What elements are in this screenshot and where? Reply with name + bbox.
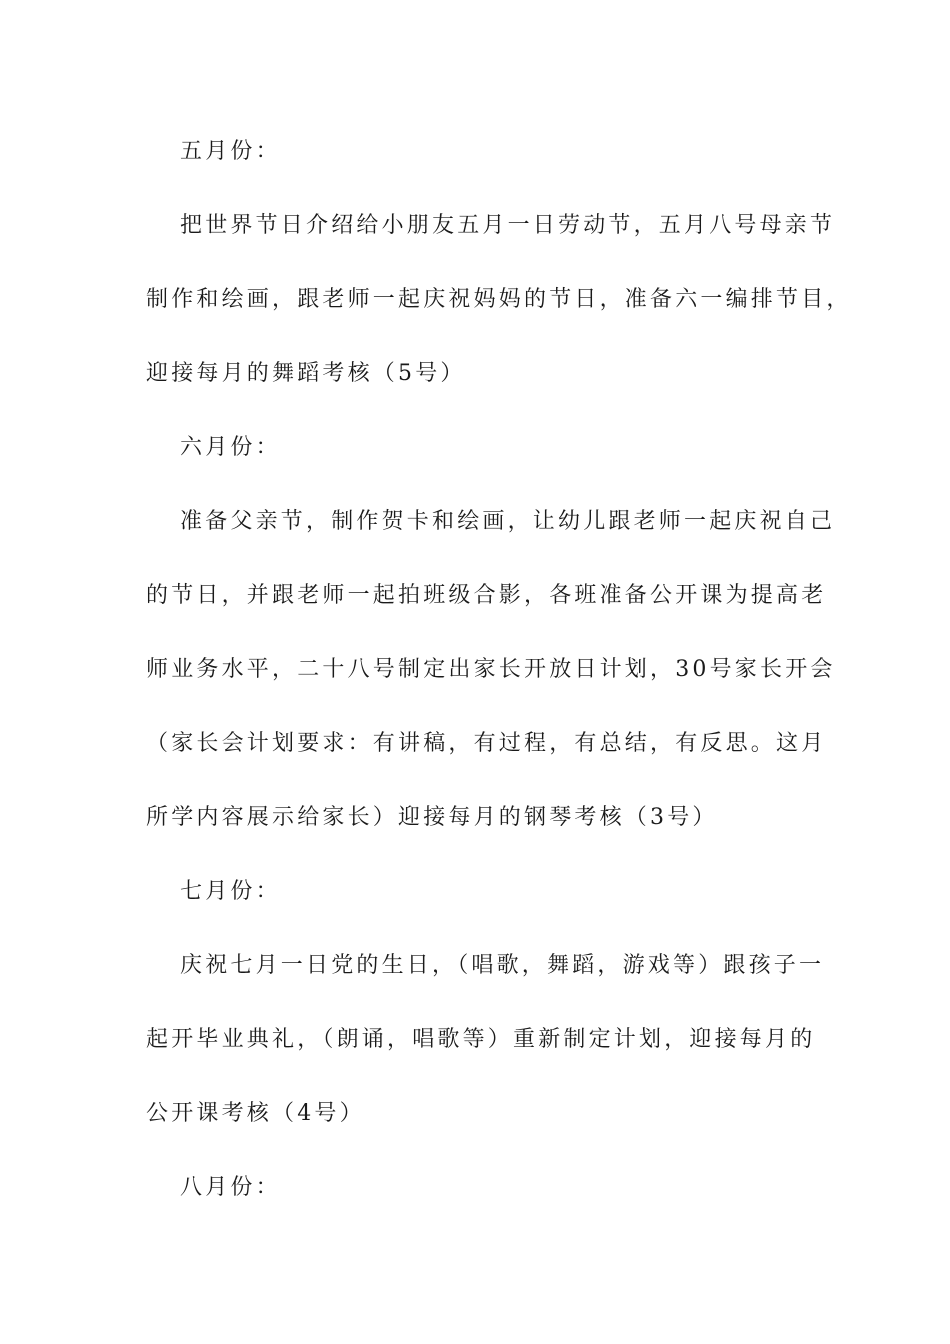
paragraph-line: 起开毕业典礼，（朗诵，唱歌等）重新制定计划，迎接每月的	[146, 1027, 816, 1052]
paragraph-line: 制作和绘画，跟老师一起庆祝妈妈的节日，准备六一编排节目，	[146, 287, 852, 312]
paragraph-line: 公开课考核（4号）	[146, 1101, 365, 1126]
section-heading-august: 八月份：	[180, 1175, 281, 1200]
paragraph-line: 的节日，并跟老师一起拍班级合影，各班准备公开课为提高老	[146, 583, 827, 608]
paragraph-line: 庆祝七月一日党的生日，（唱歌，舞蹈，游戏等）跟孩子一	[180, 953, 825, 978]
paragraph-line: 把世界节日介绍给小朋友五月一日劳动节，五月八号母亲节	[180, 213, 836, 238]
paragraph-line: 迎接每月的舞蹈考核（5号）	[146, 361, 466, 386]
section-heading-may: 五月份：	[180, 139, 281, 164]
paragraph-line: 准备父亲节，制作贺卡和绘画，让幼儿跟老师一起庆祝自己	[180, 509, 836, 534]
paragraph-line: （家长会计划要求：有讲稿，有过程，有总结，有反思。这月	[146, 731, 827, 756]
section-heading-june: 六月份：	[180, 435, 281, 460]
paragraph-line: 师业务水平，二十八号制定出家长开放日计划，30号家长开会	[146, 657, 836, 682]
paragraph-line: 所学内容展示给家长）迎接每月的钢琴考核（3号）	[146, 805, 718, 830]
section-heading-july: 七月份：	[180, 879, 281, 904]
